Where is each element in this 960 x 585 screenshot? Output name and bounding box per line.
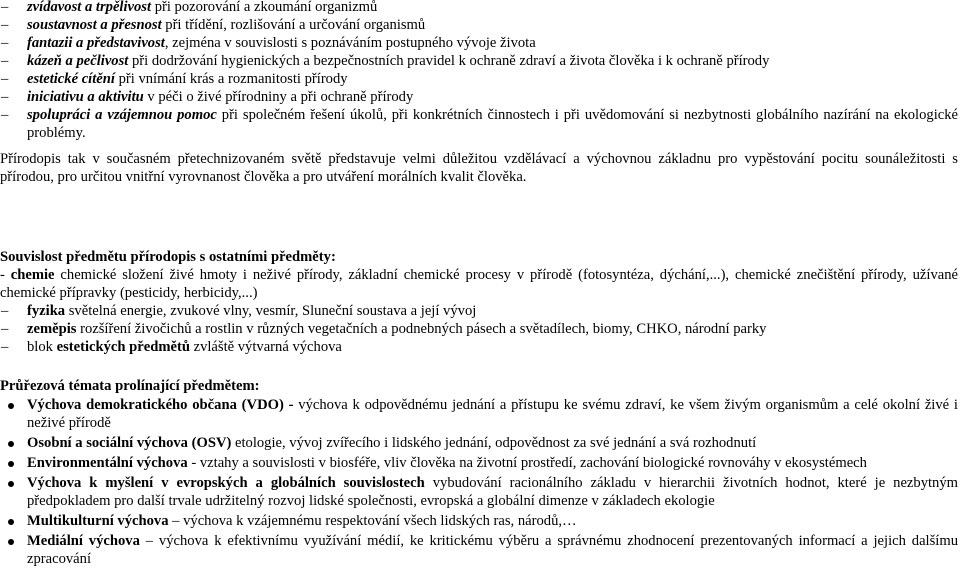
item-prefix: blok (27, 339, 57, 355)
item-bold: zeměpis (27, 321, 77, 337)
list-item (0, 512, 958, 530)
item-text: zvláště výtvarná výchova (189, 339, 342, 355)
dash-marker: – (1, 0, 9, 15)
item-bold: soustavnost a přesnost (27, 17, 162, 33)
item-prefix: - (0, 267, 11, 283)
item-text: při pozorování a zkoumání organizmů (151, 0, 378, 15)
item-bold: fyzika (27, 303, 66, 319)
list-item (0, 0, 958, 16)
bullet-dot (8, 403, 14, 409)
intro-dash-list (0, 0, 958, 142)
bullet-dot (8, 519, 14, 525)
item-bold: Osobní a sociální výchova (OSV) (27, 435, 232, 451)
item-text: – výchova k efektivnímu využívání médií, ke kritickému výběru a správnému zhodnocení prezentovaných informací a jejich dalšímu zpracování (27, 533, 958, 567)
relations-heading: Souvislost předmětu přírodopis s ostatními předměty: (0, 249, 336, 265)
relations-list (0, 266, 958, 356)
item-bold: spolupráci a vzájemnou pomoc (27, 107, 217, 123)
item-text: při dodržování hygienických a bezpečnostních pravidel k ochraně zdraví a života člověka i k ochraně přírody (128, 53, 770, 69)
dash-marker: – (1, 107, 9, 123)
list-item (0, 338, 958, 356)
item-bold: chemie (10, 267, 55, 283)
dash-marker: – (1, 339, 9, 355)
cross-topics-heading: Průřezová témata prolínající předmětem: (0, 378, 260, 394)
list-item (0, 52, 958, 70)
dash-marker: – (1, 17, 9, 33)
item-bold: estetických předmětů (56, 339, 190, 355)
item-text: výchova k odpovědnému jednání a přístupu ke svému zdraví, ke všem živým organismům a celé okolní živé i neživé přírodě (27, 397, 958, 431)
list-item (0, 454, 958, 472)
list-item (0, 88, 958, 106)
item-text: při vnímání krás a rozmanitosti přírody (114, 71, 348, 87)
list-item (0, 16, 958, 34)
list-item (0, 434, 958, 452)
item-bold: Environmentální výchova (27, 455, 188, 471)
list-item (0, 320, 958, 338)
item-text: rozšíření živočichů a rostlin v různých vegetačních a podnebných pásech a světadílech, biomy, CHKO, národní parky (76, 321, 767, 337)
item-bold: estetické cítění (27, 71, 115, 87)
item-bold: Výchova demokratického občana (VDO) - (27, 397, 294, 413)
list-item (0, 266, 958, 302)
item-bold: zvídavost a trpělivost (27, 0, 152, 15)
list-item (0, 302, 958, 320)
summary-paragraph: Přírodopis tak v současném přetechnizovaném světě představuje velmi důležitou vzdělávací a výchovnou základnu pro vypěstování pocitu sounáležitosti s přírodou, pro určitou vnitřní vyrovnanost člověka a pro utváření morálních kvalit člověka. (0, 151, 958, 185)
item-text: vybudování racionálního základu v hierarchii životních hodnot, které je nezbytným předpokladem pro další trvale udržitelný rozvoj lidské společnosti, evropská a globální dimenze v základech ekologie (27, 475, 958, 509)
item-text: v péči o živé přírodniny a při ochraně přírody (143, 89, 414, 105)
item-text: – výchova k vzájemnému respektování všech lidských ras, národů,… (168, 513, 577, 529)
dash-marker: – (1, 71, 9, 87)
dash-marker: – (1, 35, 9, 51)
item-text: , zejména v souvislosti s poznáváním postupného vývoje života (164, 35, 536, 51)
item-text: při společném řešení úkolů, při konkrétních činnostech i při uvědomování si nezbytnosti globálního nazírání na ekologické problémy. (27, 107, 958, 141)
list-item (0, 532, 958, 568)
cross-topics-list (0, 396, 958, 570)
bullet-dot (8, 441, 14, 447)
list-item (0, 474, 958, 510)
dash-marker: – (1, 321, 9, 337)
item-bold: kázeň a pečlivost (27, 53, 129, 69)
item-text: při třídění, rozlišování a určování organismů (161, 17, 426, 33)
item-bold: iniciativu a aktivitu (27, 89, 144, 105)
item-text: - vztahy a souvislosti v biosféře, vliv člověka na životní prostředí, zachování biologické rovnováhy v ekosystémech (187, 455, 867, 471)
list-item (0, 34, 958, 52)
item-text: etologie, vývoj zvířecího i lidského jednání, odpovědnost za své jednání a svá rozhodnutí (231, 435, 757, 451)
dash-marker: – (1, 89, 9, 105)
item-bold: Mediální výchova (27, 533, 140, 549)
bullet-dot (8, 539, 14, 545)
dash-marker: – (1, 53, 9, 69)
dash-marker: – (1, 303, 9, 319)
bullet-dot (8, 481, 14, 487)
list-item (0, 396, 958, 432)
item-bold: Multikulturní výchova (27, 513, 169, 529)
bullet-dot (8, 461, 14, 467)
list-item (0, 70, 958, 88)
item-bold: fantazii a představivost (27, 35, 165, 51)
item-text: světelná energie, zvukové vlny, vesmír, Sluneční soustava a její vývoj (65, 303, 477, 319)
item-text: chemické složení živé hmoty i neživé přírody, základní chemické procesy v přírodě (fotosyntéza, dýchání,...), chemické znečištění přírody, užívané chemické přípravky (pesticidy, herbicidy,...) (0, 267, 958, 301)
item-bold: Výchova k myšlení v evropských a globálních souvislostech (27, 475, 425, 491)
list-item (0, 106, 958, 142)
